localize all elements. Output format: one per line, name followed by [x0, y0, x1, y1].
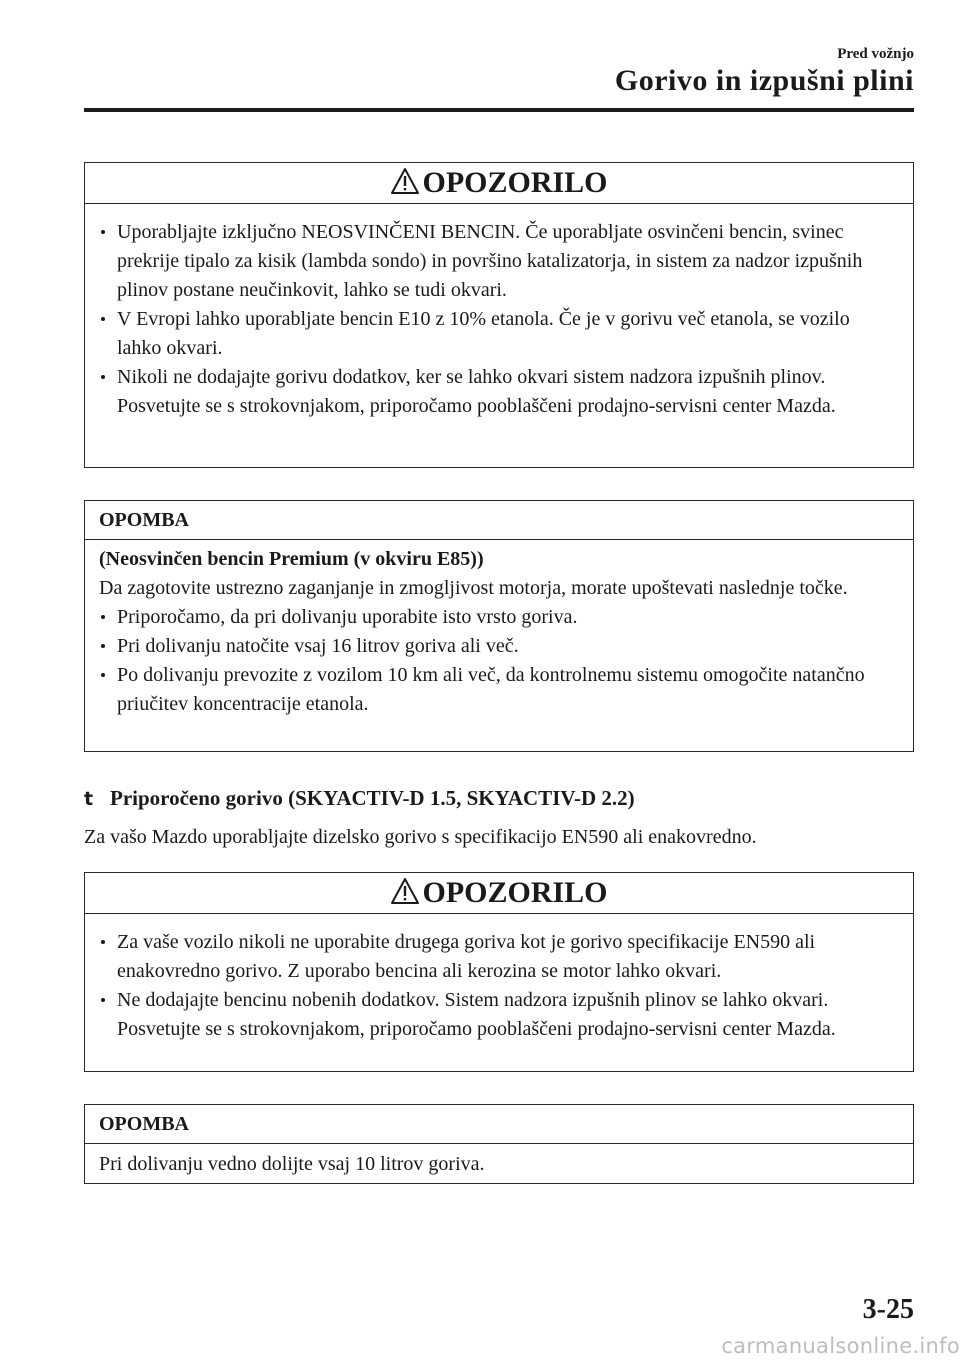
warning-box-1-list	[99, 218, 889, 421]
list-item-text: V Evropi lahko uporabljate bencin E10 z 10% etanola. Če je v gorivu več etanola, se vozilo lahko okvari.	[117, 308, 850, 359]
list-item-text: Po dolivanju prevozite z vozilom 10 km ali več, da kontrolnemu sistemu omogočite natančno priučitev koncentracije etanola.	[117, 664, 865, 715]
section-paragraph: Za vašo Mazdo uporabljajte dizelsko gorivo s specifikacijo EN590 ali enakovredno.	[84, 826, 757, 848]
header-section-label: Pred vožnjo	[837, 46, 914, 62]
note-box-2	[84, 1104, 914, 1184]
note-box-1-body	[85, 540, 913, 727]
section-heading	[84, 786, 635, 811]
note-box-1-subheading: (Neosvinčen bencin Premium (v okviru E85))	[99, 548, 484, 570]
note-box-1-intro: Da zagotovite ustrezno zaganjanje in zmogljivost motorja, morate upoštevati naslednje točke.	[99, 577, 848, 599]
warning-box-2-header	[85, 873, 913, 914]
page-title: Gorivo in izpušni plini	[614, 64, 914, 97]
note-box-1	[84, 500, 914, 752]
section-marker-icon: t	[84, 788, 94, 810]
note-box-1-list	[99, 603, 889, 719]
watermark: carmanualsonline.info	[721, 1334, 960, 1358]
warning-box-1-title: OPOZORILO	[422, 166, 608, 199]
warning-triangle-icon	[390, 167, 420, 195]
list-item-text: Ne dodajajte bencinu nobenih dodatkov. Sistem nadzora izpušnih plinov se lahko okvari. Posvetujte se s strokovnjakom, priporočamo pooblaščeni prodajno-servisni center Mazda.	[117, 989, 836, 1040]
list-item	[99, 363, 889, 421]
list-item	[99, 218, 889, 305]
list-item-text: Uporabljajte izključno NEOSVINČENI BENCIN. Če uporabljate osvinčeni bencin, svinec prekrije tipalo za kisik (lambda sondo) in površino katalizatorja, in sistem za nadzor izpušnih plinov postane neučinkovit, lahko se tudi okvari.	[117, 221, 863, 301]
warning-box-1-header	[85, 163, 913, 204]
warning-box-2	[84, 872, 914, 1072]
warning-box-1	[84, 162, 914, 468]
note-box-2-header: OPOMBA	[85, 1105, 913, 1144]
list-item-text: Pri dolivanju natočite vsaj 16 litrov goriva ali več.	[117, 635, 519, 657]
list-item	[99, 986, 889, 1044]
list-item-text: Za vaše vozilo nikoli ne uporabite drugega goriva kot je gorivo specifikacije EN590 ali enakovredno gorivo. Z uporabo bencina ali kerozina se motor lahko okvari.	[117, 931, 816, 982]
list-item	[99, 632, 889, 661]
section-heading-text: Priporočeno gorivo (SKYACTIV-D 1.5, SKYACTIV-D 2.2)	[110, 786, 635, 810]
note-box-1-header: OPOMBA	[85, 501, 913, 540]
note-box-2-body: Pri dolivanju vedno dolijte vsaj 10 litrov goriva.	[99, 1153, 485, 1175]
warning-box-2-list	[99, 928, 889, 1044]
header-divider	[84, 108, 914, 112]
list-item-text: Nikoli ne dodajajte gorivu dodatkov, ker se lahko okvari sistem nadzora izpušnih plinov. Posvetujte se s strokovnjakom, priporočamo pooblaščeni prodajno-servisni center Mazda.	[117, 366, 836, 417]
warning-triangle-icon	[390, 877, 420, 905]
list-item-text: Priporočamo, da pri dolivanju uporabite isto vrsto goriva.	[117, 606, 578, 628]
warning-box-2-title: OPOZORILO	[422, 876, 608, 909]
page-number: 3-25	[862, 1294, 914, 1325]
list-item	[99, 305, 889, 363]
list-item	[99, 928, 889, 986]
list-item	[99, 603, 889, 632]
list-item	[99, 661, 889, 719]
warning-box-1-body	[85, 204, 913, 429]
warning-box-2-body	[85, 914, 913, 1052]
